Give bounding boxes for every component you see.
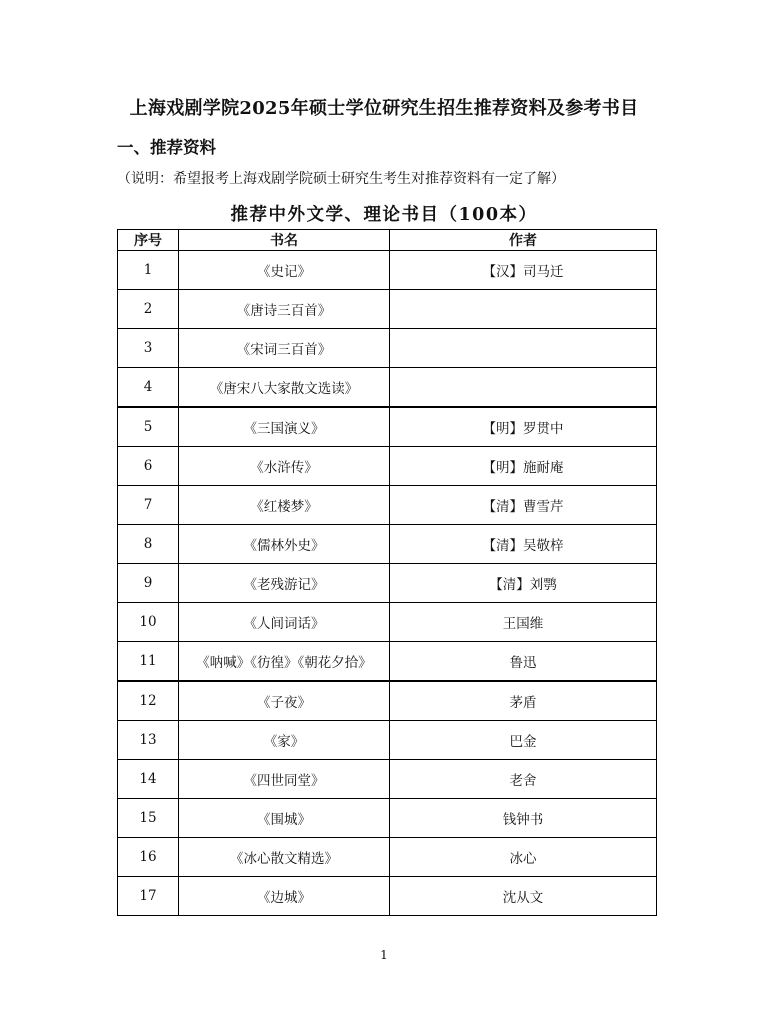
book-author: 茅盾: [390, 681, 657, 721]
book-author: 【汉】司马迁: [390, 251, 657, 290]
table-row: [118, 447, 657, 486]
explanation-note: （说明：希望报考上海戏剧学院硕士研究生考生对推荐资料有一定了解）: [117, 171, 565, 187]
book-title: 《水浒传》: [179, 447, 390, 486]
table-row: [118, 838, 657, 877]
book-title: 《边城》: [179, 877, 390, 916]
table-row: [118, 329, 657, 368]
row-number: 12: [118, 681, 179, 721]
row-number: 15: [118, 799, 179, 838]
row-number: 9: [118, 564, 179, 603]
table-row: [118, 368, 657, 408]
book-author: 冰心: [390, 838, 657, 877]
book-author: 【明】罗贯中: [390, 407, 657, 447]
book-title: 《老残游记》: [179, 564, 390, 603]
row-number: 17: [118, 877, 179, 916]
table-header-row: [118, 230, 657, 251]
book-title: 《呐喊》《彷徨》《朝花夕拾》: [179, 642, 390, 682]
table-row: [118, 407, 657, 447]
row-number: 1: [118, 251, 179, 290]
book-author: [390, 329, 657, 368]
book-title: 《宋词三百首》: [179, 329, 390, 368]
book-author: 老舍: [390, 760, 657, 799]
book-title: 《儒林外史》: [179, 525, 390, 564]
book-title: 《子夜》: [179, 681, 390, 721]
book-title: 《史记》: [179, 251, 390, 290]
book-title: 《人间词话》: [179, 603, 390, 642]
book-title: 《家》: [179, 721, 390, 760]
header-title: 书名: [179, 230, 390, 251]
section-heading: 一、推荐资料: [117, 138, 216, 157]
row-number: 8: [118, 525, 179, 564]
table-row: [118, 760, 657, 799]
book-author: 沈从文: [390, 877, 657, 916]
book-title: 《三国演义》: [179, 407, 390, 447]
book-title: 《唐宋八大家散文选读》: [179, 368, 390, 408]
row-number: 4: [118, 368, 179, 408]
book-author: 【清】曹雪芹: [390, 486, 657, 525]
table-row: [118, 681, 657, 721]
row-number: 5: [118, 407, 179, 447]
table-row: [118, 877, 657, 916]
reading-list-table: [117, 229, 657, 916]
book-author: 【清】刘鹗: [390, 564, 657, 603]
table-row: [118, 251, 657, 290]
row-number: 6: [118, 447, 179, 486]
header-number: 序号: [118, 230, 179, 251]
book-author: 钱钟书: [390, 799, 657, 838]
book-title: 《冰心散文精选》: [179, 838, 390, 877]
book-author: 巴金: [390, 721, 657, 760]
table-row: [118, 642, 657, 682]
row-number: 13: [118, 721, 179, 760]
row-number: 3: [118, 329, 179, 368]
table-row: [118, 290, 657, 329]
row-number: 16: [118, 838, 179, 877]
row-number: 7: [118, 486, 179, 525]
row-number: 2: [118, 290, 179, 329]
row-number: 10: [118, 603, 179, 642]
header-author: 作者: [390, 230, 657, 251]
book-title: 《唐诗三百首》: [179, 290, 390, 329]
table-row: [118, 564, 657, 603]
table-row: [118, 525, 657, 564]
book-author: 【明】施耐庵: [390, 447, 657, 486]
table-row: [118, 799, 657, 838]
book-author: 鲁迅: [390, 642, 657, 682]
table-row: [118, 486, 657, 525]
document-title: 上海戏剧学院2025年硕士学位研究生招生推荐资料及参考书目: [129, 98, 639, 119]
table-title: 推荐中外文学、理论书目（100本）: [230, 205, 538, 225]
book-author: [390, 368, 657, 408]
row-number: 14: [118, 760, 179, 799]
book-author: [390, 290, 657, 329]
table-row: [118, 721, 657, 760]
row-number: 11: [118, 642, 179, 682]
page-number: 1: [380, 948, 388, 962]
book-author: 【清】吴敬梓: [390, 525, 657, 564]
book-title: 《红楼梦》: [179, 486, 390, 525]
book-author: 王国维: [390, 603, 657, 642]
table-row: [118, 603, 657, 642]
book-title: 《围城》: [179, 799, 390, 838]
book-title: 《四世同堂》: [179, 760, 390, 799]
